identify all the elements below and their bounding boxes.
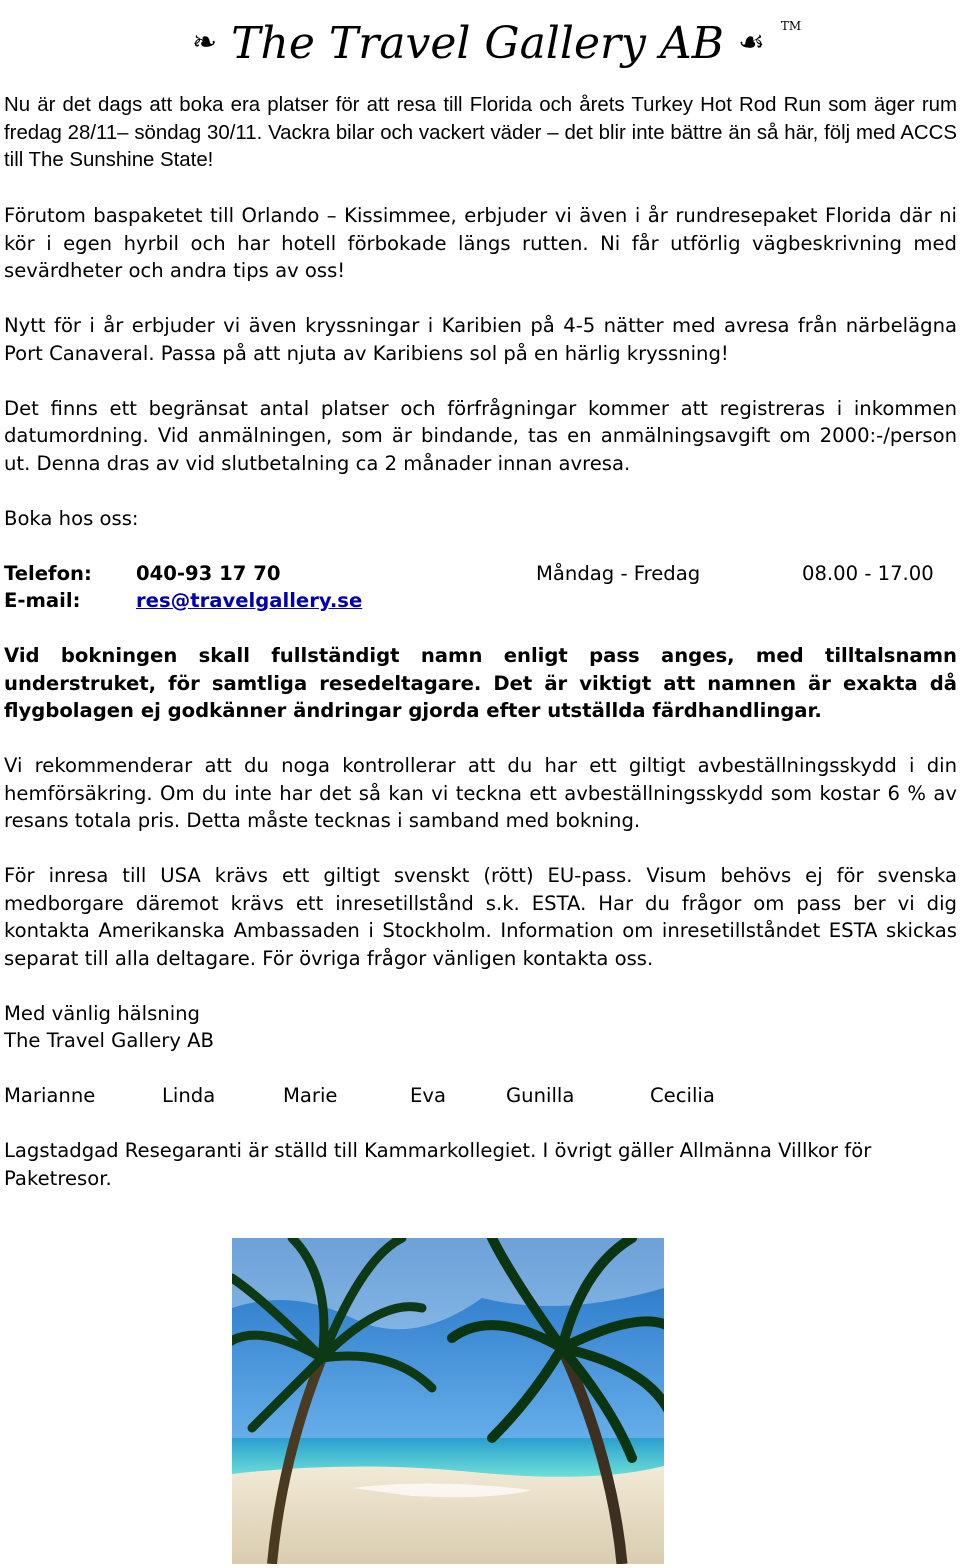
intro-paragraph: Nu är det dags att boka era platser för att resa till Florida och årets Turkey Hot Rod Run som äger rum fredag 28/11– söndag 30/11. Vackra bilar och vackert väder – det blir inte bättre än så här, följ med ACCS till The Sunshine State! [4,94,957,171]
greeting-line: Med vänlig hälsning [4,1001,200,1025]
beach-palm-illustration [232,1238,664,1564]
ornament-left-icon: ❧ [192,25,218,60]
company-logo [192,0,802,69]
greeting [4,1000,957,1055]
limited-seats-paragraph: Det finns ett begränsat antal platser och förfrågningar kommer att registreras i inkommen datumordning. Vid anmälningen, som är bindande, tas en anmälningsavgift om 2000:-/person ut. Denna dras av vid slutbetalning ca 2 månader innan avresa. [4,396,957,475]
logo-text: The Travel Gallery AB [231,18,724,69]
beach-palm-photo [232,1238,664,1564]
opening-hours: 08.00 - 17.00 [802,561,934,585]
entry-requirements-paragraph: För inresa till USA krävs ett giltigt svenskt (rött) EU-pass. Visum behövs ej för svenska medborgare däremot krävs ett inresetillstånd s.k. ESTA. Har du frågor om pass ber vi dig kontakta Amerikanska Ambassaden i Stockholm. Information om inresetillståndet ESTA skickas separat till alla deltagare. För övriga frågor vänligen kontakta oss. [4,864,957,970]
contact-block [4,560,957,615]
staff-names [4,1082,957,1110]
ornament-right-icon: ☙ [737,25,765,60]
email-row [4,587,957,615]
staff-name: Eva [410,1084,446,1107]
staff-name: Cecilia [650,1084,715,1107]
names-notice-paragraph: Vid bokningen skall fullständigt namn enligt pass anges, med tilltalsnamn understruket, för samtliga resedeltagare. Det är viktigt att namnen är exakta då flygbolagen ej godkänner ändringar gjorda efter utställda färdhandlingar. [4,644,957,722]
greeting-company: The Travel Gallery AB [4,1029,215,1052]
letter-body [4,92,957,1220]
opening-days: Måndag - Fredag [536,561,701,585]
phone-row [4,560,957,588]
email-link[interactable]: res@travelgallery.se [136,589,363,612]
page-header [0,0,960,69]
package-paragraph: Förutom baspaketet till Orlando – Kissimmee, erbjuder vi även i år rundresepaket Florida där ni kör i egen hyrbil och har hotell förbokade längs rutten. Ni får utförlig vägbeskrivning med sevärdheter och andra tips av oss! [4,204,957,282]
trademark-mark: TM [780,19,802,33]
phone-label: Telefon: [4,561,92,585]
cruise-paragraph: Nytt för i år erbjuder vi även kryssningar i Karibien på 4-5 nätter med avresa från närbelägna Port Canaveral. Passa på att njuta av Karibiens sol på en härlig kryssning! [4,314,957,365]
book-with-us-label: Boka hos oss: [4,506,139,530]
staff-name: Marianne [4,1084,96,1107]
sand-area [232,1466,664,1564]
insurance-paragraph: Vi rekommenderar att du noga kontrollerar att du har ett giltigt avbeställningsskydd i din hemförsäkring. Om du inte har det så kan vi teckna ett avbeställningsskydd som kostar 6 % av resans totala pris. Detta måste tecknas i samband med bokning. [4,754,957,832]
staff-name: Gunilla [506,1084,575,1107]
staff-name: Linda [162,1084,216,1107]
staff-name: Marie [283,1084,338,1107]
travel-guarantee-paragraph: Lagstadgad Resegaranti är ställd till Kammarkollegiet. I övrigt gäller Allmänna Villkor för Paketresor. [4,1139,872,1190]
email-label: E-mail: [4,589,81,612]
phone-number[interactable]: 040-93 17 70 [136,561,281,585]
